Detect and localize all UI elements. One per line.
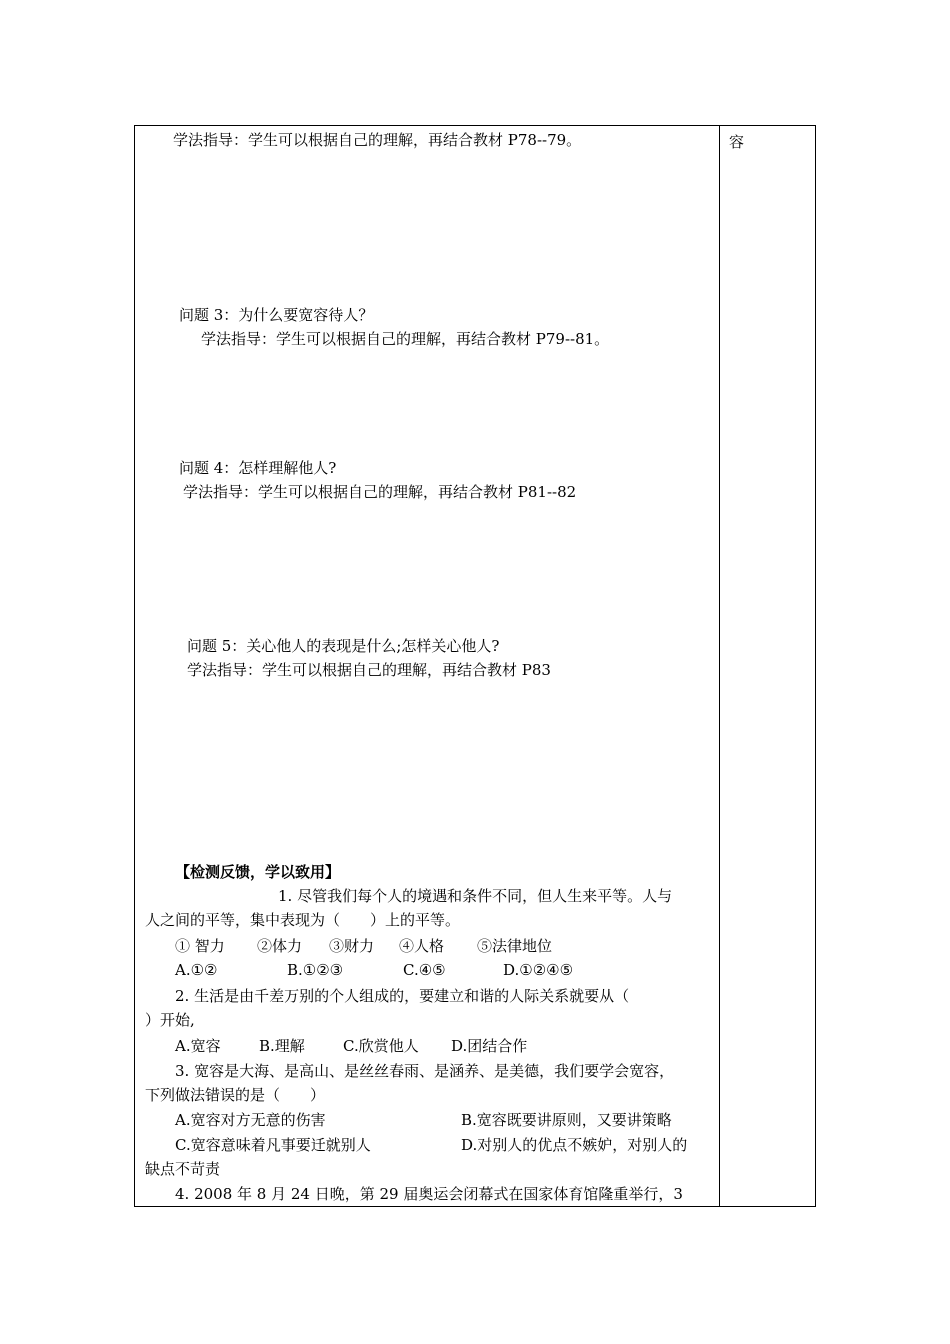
exercise-1-line-1: 1. 尽管我们每个人的境遇和条件不同，但人生来平等。人与 (278, 887, 673, 905)
ex3-option-a: A.宽容对方无意的伤害 (175, 1111, 326, 1129)
ex1-item-5: ⑤法律地位 (477, 937, 553, 955)
study-guide-3: 学法指导：学生可以根据自己的理解，再结合教材 P79--81。 (201, 330, 610, 348)
exercise-3-line-1: 3. 宽容是大海、是高山、是丝丝春雨、是涵养、是美德，我们要学会宽容， (175, 1062, 675, 1080)
ex2-option-a: A.宽容 (175, 1037, 221, 1055)
ex1-item-1: ① 智力 (175, 937, 225, 955)
ex1-option-b: B.①②③ (287, 961, 344, 979)
exercise-1-line-2: 人之间的平等，集中表现为（ ）上的平等。 (145, 911, 461, 929)
ex1-item-2: ②体力 (257, 937, 303, 955)
study-guide-5: 学法指导：学生可以根据自己的理解，再结合教材 P83 (187, 661, 551, 679)
ex2-option-d: D.团结合作 (451, 1037, 528, 1055)
exercise-2-line-1: 2. 生活是由千差万别的个人组成的，要建立和谐的人际关系就要从（ (175, 987, 630, 1005)
ex1-option-a: A.①② (175, 961, 218, 979)
ex3-option-d: D.对别人的优点不嫉妒，对别人的 (461, 1136, 688, 1154)
exercise-2-line-2: ）开始, (145, 1011, 195, 1029)
side-column-text: 容 (729, 133, 745, 151)
ex1-item-3: ③财力 (329, 937, 375, 955)
ex3-option-b: B.宽容既要讲原则，又要讲策略 (461, 1111, 672, 1129)
ex3-option-c: C.宽容意味着凡事要迁就别人 (175, 1136, 371, 1154)
ex2-option-b: B.理解 (259, 1037, 305, 1055)
ex1-item-4: ④人格 (399, 937, 445, 955)
question-4: 问题 4：怎样理解他人? (179, 459, 337, 477)
study-guide-4: 学法指导：学生可以根据自己的理解，再结合教材 P81--82 (183, 483, 577, 501)
question-5: 问题 5：关心他人的表现是什么;怎样关心他人? (187, 637, 500, 655)
exercise-4-line-1: 4. 2008 年 8 月 24 日晚，第 29 届奥运会闭幕式在国家体育馆隆重举行，3 (175, 1185, 683, 1203)
worksheet-table (134, 125, 816, 1207)
exercise-3-line-2: 下列做法错误的是（ ） (145, 1086, 326, 1104)
ex3-option-d-continued: 缺点不苛责 (145, 1160, 221, 1178)
ex1-option-c: C.④⑤ (403, 961, 446, 979)
section-title: 【检测反馈，学以致用】 (175, 863, 341, 881)
study-guide-1: 学法指导：学生可以根据自己的理解，再结合教材 P78--79。 (173, 131, 582, 149)
column-divider (719, 126, 720, 1206)
ex1-option-d: D.①②④⑤ (503, 961, 574, 979)
question-3: 问题 3：为什么要宽容待人？ (179, 306, 374, 324)
ex2-option-c: C.欣赏他人 (343, 1037, 419, 1055)
